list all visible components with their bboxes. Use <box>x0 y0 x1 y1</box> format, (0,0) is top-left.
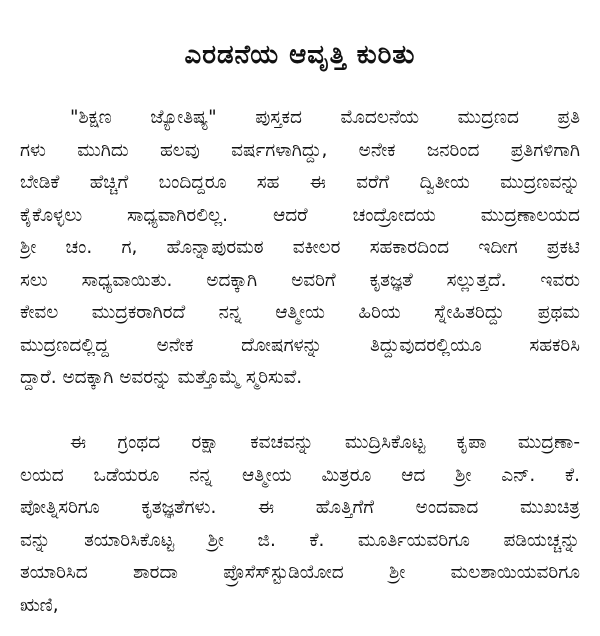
text-line: "ಶಿಕ್ಷಣ ಜ್ಯೋತಿಷ್ಯ" ಪುಸ್ತಕದ ಮೊದಲನೆಯ ಮುದ್ರಣದ ಪ್ರತಿ <box>70 107 580 128</box>
text-line: ಈ ಗ್ರಂಥದ ರಕ್ಷಾ ಕವಚವನ್ನು ಮುದ್ರಿಸಿಕೊಟ್ಟ ಕೃಪಾ ಮುದ್ರಣಾ- <box>70 432 580 453</box>
text-line: ಶ್ರೀ ಚಂ. ಗ, ಹೊನ್ನಾಪುರಮಠ ವಕೀಲರ ಸಹಕಾರದಿಂದ ಇದೀಗ ಪ್ರಕಟಿ <box>20 237 580 258</box>
text-line: ದ್ದಾರೆ. ಅದಕ್ಕಾಗಿ ಅವರನ್ನು ಮತ್ತೊಮ್ಮೆ ಸ್ಮರಿಸುವೆ. <box>20 367 303 388</box>
text-line: ಸಲು ಸಾಧ್ಯವಾಯಿತು. ಅದಕ್ಕಾಗಿ ಅವರಿಗೆ ಕೃತಜ್ಞತೆ ಸಲ್ಲುತ್ತದೆ. ಇವರು <box>20 269 580 291</box>
text-line: ತಯಾರಿಸಿದ ಶಾರದಾ ಪ್ರೊಸೆಸ್‌ಸ್ಟುಡಿಯೋದ ಶ್ರೀ ಮಲಶಾಯಿಯವರಿಗೂ <box>20 562 580 583</box>
text-line: ವನ್ನು ತಯಾರಿಸಿಕೊಟ್ಟ ಶ್ರೀ ಜಿ. ಕೆ. ಮೂರ್ತಿಯವರಿಗೂ ಪಡಿಯಚ್ಚನ್ನು <box>20 529 580 551</box>
text-line: ಬೇಡಿಕೆ ಹೆಚ್ಚಿಗೆ ಬಂದಿದ್ದರೂ ಸಹ ಈ ವರೆಗೆ ದ್ವಿತೀಯ ಮುದ್ರಣವನ್ನು <box>20 172 580 193</box>
text-line: ಗಳು ಮುಗಿದು ಹಲವು ವರ್ಷಗಳಾಗಿದ್ದು, ಅನೇಕ ಜನರಿಂದ ಪ್ರತಿಗಳಿಗಾಗಿ <box>20 139 580 161</box>
text-line: ಮುದ್ರಣದಲ್ಲಿದ್ದ ಅನೇಕ ದೋಷಗಳನ್ನು ತಿದ್ದುವುದರಲ್ಲಿಯೂ ಸಹಕರಿಸಿ <box>20 334 580 356</box>
paragraph-1 <box>20 102 580 395</box>
text-line: ಲಯದ ಒಡೆಯರೂ ನನ್ನ ಆತ್ಮೀಯ ಮಿತ್ರರೂ ಆದ ಶ್ರೀ ಎನ್. ಕೆ. <box>20 464 580 486</box>
page-title: ಎರಡನೆಯ ಆವೃತ್ತಿ ಕುರಿತು <box>184 40 416 70</box>
text-line: ಋಣಿ, <box>20 594 59 616</box>
paragraph-2 <box>20 427 580 622</box>
text-line: ಕೇವಲ ಮುದ್ರಕರಾಗಿರದೆ ನನ್ನ ಆತ್ಮೀಯ ಹಿರಿಯ ಸ್ನೇಹಿತರಿದ್ದು ಪ್ರಥಮ <box>20 302 580 323</box>
text-line: ಪೋತ್ನಿಸರಿಗೂ ಕೃತಜ್ಞತೆಗಳು. ಈ ಹೊತ್ತಿಗೆಗೆ ಅಂದವಾದ ಮುಖಚಿತ್ರ <box>20 497 580 518</box>
text-line: ಕೈಕೊಳ್ಳಲು ಸಾಧ್ಯವಾಗಿರಲಿಲ್ಲ. ಆದರೆ ಚಂದ್ರೋದಯ ಮುದ್ರಣಾಲಯದ <box>20 204 580 226</box>
